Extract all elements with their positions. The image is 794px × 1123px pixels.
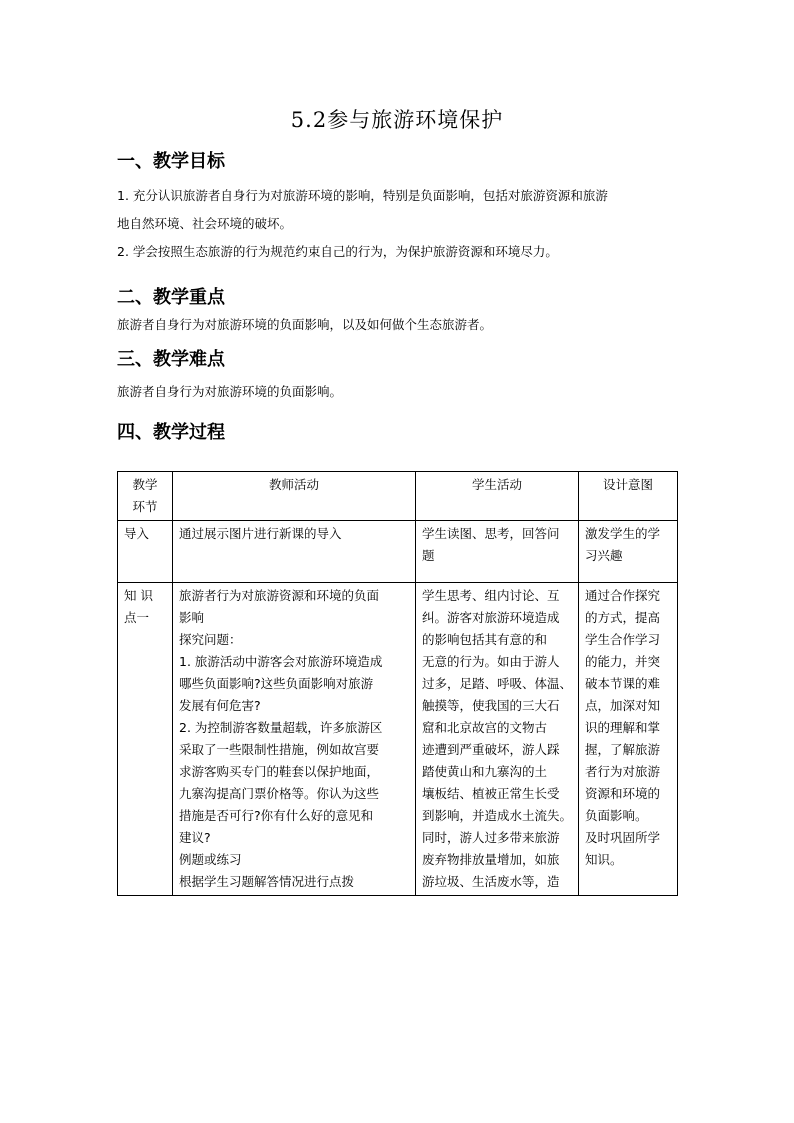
row2-stage-line: 知 识 [124,588,153,603]
row2-teacher-line: 采取了一些限制性措施，例如故宫要 [179,742,380,757]
row2-student-line: 学生思考、组内讨论、互 [422,588,560,603]
header-stage-line-1: 教学 [132,477,158,492]
table-header-row [118,472,678,521]
row1-student-line: 题 [422,548,435,563]
row2-student-line: 无意的行为。如由于游人 [422,654,560,669]
row2-stage-line: 点一 [124,610,150,625]
row2-student-line: 迹遭到严重破坏，游人踩 [422,742,560,757]
page-title: 5.2参与旅游环境保护 [290,108,504,132]
goal-item-1-line-1: 1. 充分认识旅游者自身行为对旅游环境的影响，特别是负面影响，包括对旅游资源和旅游 [117,188,608,203]
row2-teacher-line: 求游客购买专门的鞋套以保护地面， [179,764,380,779]
header-stage-line-2: 环节 [132,499,158,514]
row2-intent-line: 破本节课的难 [585,676,661,691]
row2-teacher-line: 例题或练习 [179,852,242,867]
row2-teacher-line: 1. 旅游活动中游客会对旅游环境造成 [179,654,383,669]
row2-student-line: 到影响，并造成水土流失。 [422,808,573,823]
row2-student-line: 废弃物排放量增加，如旅 [422,852,560,867]
row2-teacher-line: 旅游者行为对旅游资源和环境的负面 [179,588,380,603]
row1-teacher-line: 通过展示图片进行新课的导入 [179,526,342,541]
row2-intent-line: 的能力，并突 [585,654,661,669]
row2-teacher-line: 影响 [179,610,205,625]
row2-intent-line: 资源和环境的 [585,786,661,801]
row2-stage [118,583,173,896]
goal-item-2: 2. 学会按照生态旅游的行为规范约束自己的行为，为保护旅游资源和环境尽力。 [117,244,558,259]
row2-student-line: 触摸等，使我国的三大石 [422,698,560,713]
row2-student-line: 窟和北京故宫的文物古 [422,720,548,735]
section-heading-goals: 一、教学目标 [117,151,225,172]
row2-intent-line: 通过合作探究 [585,588,661,603]
row2-intent-line: 负面影响。 [585,808,648,823]
row2-student-line: 游垃圾、生活废水等，造 [422,874,560,889]
row2-intent-line: 知识。 [585,852,623,867]
table-row [118,583,678,896]
row2-intent-line: 者行为对旅游 [585,764,661,779]
row1-student [416,521,579,583]
row2-teacher-line: 2. 为控制游客数量超载，许多旅游区 [179,720,383,735]
section-heading-process: 四、教学过程 [117,422,225,443]
row2-teacher-line: 九寨沟提高门票价格等。你认为这些 [179,786,380,801]
row2-student-line: 同时，游人过多带来旅游 [422,830,560,845]
row2-intent-line: 识的理解和掌 [585,720,661,735]
row2-intent-line: 及时巩固所学 [585,830,661,845]
row2-student-line: 过多，足踏、呼吸、体温、 [422,676,573,691]
row2-student-line: 踏使黄山和九寨沟的土 [422,764,548,779]
goal-item-1-line-2: 地自然环境、社会环境的破坏。 [117,216,293,231]
row2-student-line: 的影响包括其有意的和 [422,632,548,647]
row2-student-line: 纠。游客对旅游环境造成 [422,610,560,625]
row2-intent-line: 点，加深对知 [585,698,661,713]
header-student: 学生活动 [416,472,579,521]
section-heading-difficulty: 三、教学难点 [117,349,225,370]
section-heading-key: 二、教学重点 [117,287,225,308]
difficulty-text: 旅游者自身行为对旅游环境的负面影响。 [117,384,343,399]
header-intent: 设计意图 [579,472,678,521]
row2-intent-line: 握，了解旅游 [585,742,661,757]
row1-intent-line: 习兴趣 [585,548,623,563]
row2-teacher [173,583,416,896]
header-teacher: 教师活动 [173,472,416,521]
row2-student-line: 壤板结、植被正常生长受 [422,786,560,801]
row1-intent [579,521,678,583]
row2-teacher-line: 发展有何危害? [179,698,261,713]
key-text: 旅游者自身行为对旅游环境的负面影响，以及如何做个生态旅游者。 [117,317,493,332]
row1-stage: 导入 [118,521,173,583]
teaching-process-table [117,471,678,896]
row2-student [416,583,579,896]
row2-intent-line: 学生合作学习 [585,632,661,647]
header-stage [118,472,173,521]
row1-intent-line: 激发学生的学 [585,526,661,541]
goals-text [117,182,679,266]
row1-student-line: 学生读图、思考，回答问 [422,526,560,541]
row2-teacher-line: 措施是否可行?你有什么好的意见和 [179,808,374,823]
row2-teacher-line: 建议? [179,830,211,845]
table-row [118,521,678,583]
row2-teacher-line: 哪些负面影响?这些负面影响对旅游 [179,676,374,691]
row2-teacher-line: 探究问题： [179,632,242,647]
row2-teacher-line: 根据学生习题解答情况进行点拨 [179,874,355,889]
row2-intent [579,583,678,896]
row1-teacher [173,521,416,583]
row2-intent-line: 的方式，提高 [585,610,661,625]
